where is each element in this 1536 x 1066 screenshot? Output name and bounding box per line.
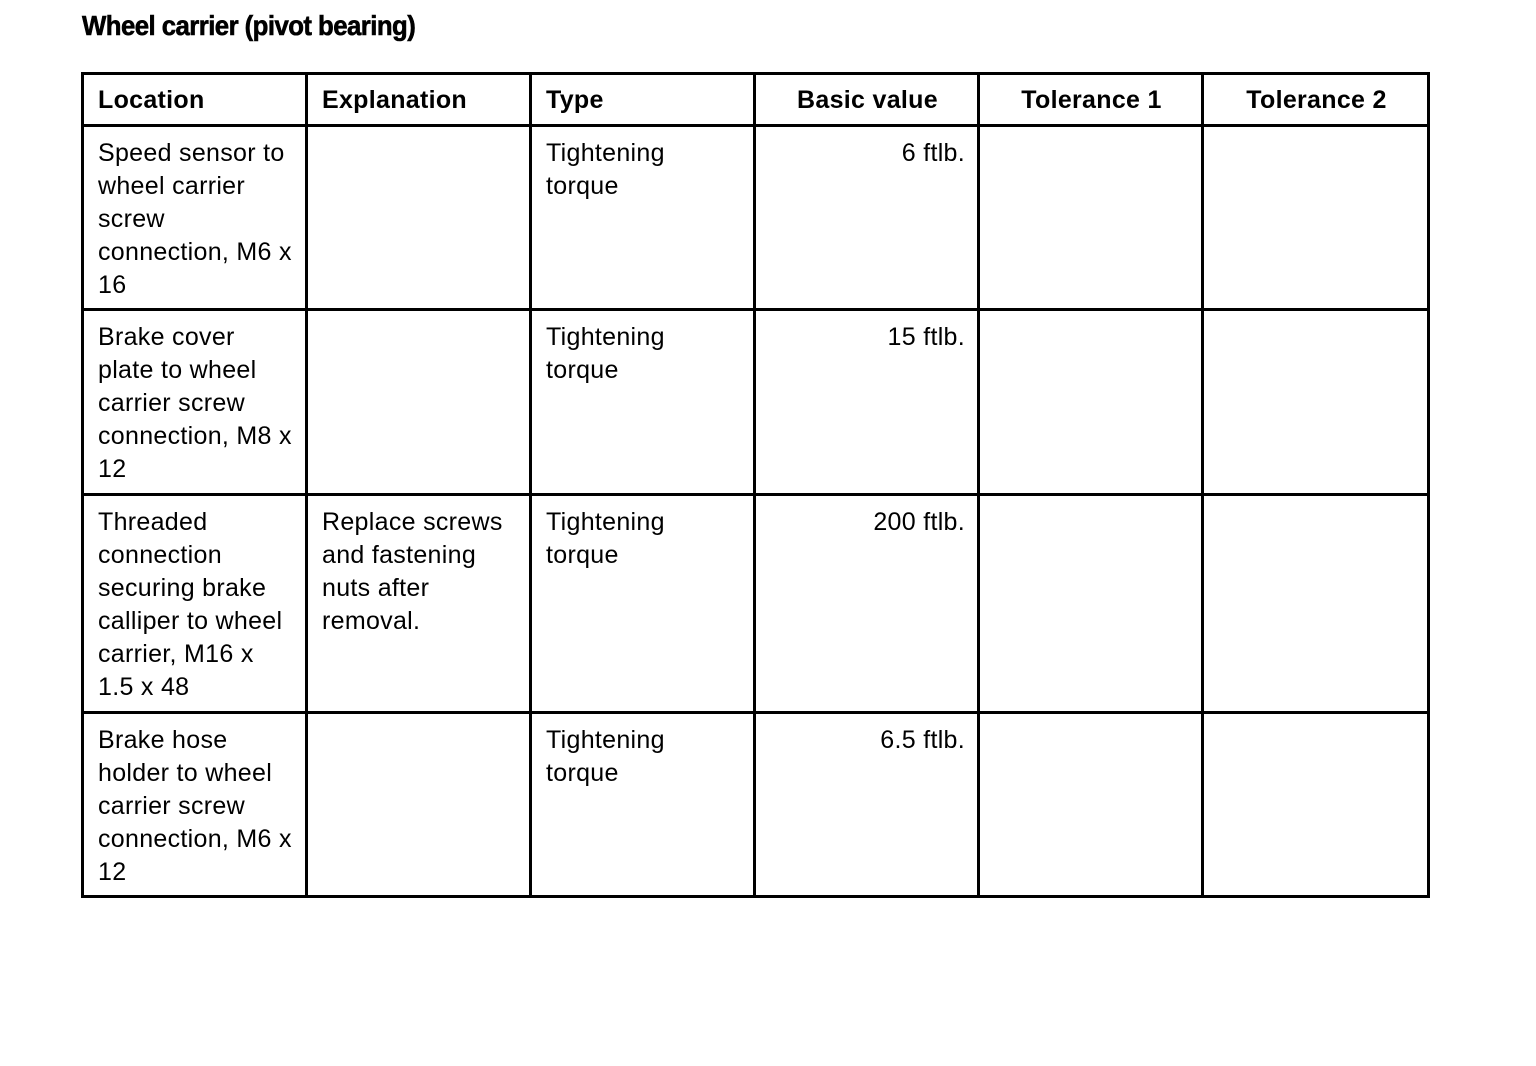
explanation-text: Replace screws and fastening nuts after removal. (322, 508, 503, 635)
location-cell (83, 310, 307, 495)
column-header-basic-value: Basic value (755, 74, 979, 126)
type-cell (531, 310, 755, 495)
type-cell (531, 713, 755, 897)
location-cell (83, 713, 307, 897)
tolerance-1-cell (979, 713, 1203, 897)
basic-value-cell (755, 126, 979, 310)
table-row (83, 310, 1429, 495)
column-header-tolerance-1: Tolerance 1 (979, 74, 1203, 126)
explanation-cell (307, 713, 531, 897)
tolerance-2-cell (1203, 310, 1429, 495)
location-text: Brake hose holder to wheel carrier screw connection, M6 x 12 (98, 726, 292, 886)
basic-value-cell (755, 713, 979, 897)
type-text: Tightening torque (546, 139, 665, 200)
tolerance-1-cell (979, 310, 1203, 495)
type-text: Tightening torque (546, 508, 665, 569)
column-header-type: Type (531, 74, 755, 126)
tolerance-2-cell (1203, 126, 1429, 310)
type-cell (531, 126, 755, 310)
explanation-cell (307, 310, 531, 495)
tolerance-1-cell (979, 495, 1203, 713)
type-text: Tightening torque (546, 726, 665, 787)
location-text: Threaded connection securing brake calliper to wheel carrier, M16 x 1.5 x 48 (98, 508, 283, 701)
basic-value-text: 6.5 ftlb. (880, 726, 965, 754)
tolerance-2-cell (1203, 713, 1429, 897)
table-row (83, 495, 1429, 713)
basic-value-text: 200 ftlb. (873, 508, 965, 536)
explanation-cell (307, 126, 531, 310)
location-text: Brake cover plate to wheel carrier screw connection, M8 x 12 (98, 323, 292, 483)
location-text: Speed sensor to wheel carrier screw connection, M6 x 16 (98, 139, 292, 299)
basic-value-text: 6 ftlb. (901, 139, 965, 167)
table-row (83, 713, 1429, 897)
location-cell (83, 126, 307, 310)
tolerance-1-cell (979, 126, 1203, 310)
basic-value-text: 15 ftlb. (887, 323, 965, 351)
type-cell (531, 495, 755, 713)
tolerance-2-cell (1203, 495, 1429, 713)
torque-spec-table (81, 72, 1430, 898)
type-text: Tightening torque (546, 323, 665, 384)
table-row (83, 126, 1429, 310)
column-header-tolerance-2: Tolerance 2 (1203, 74, 1429, 126)
explanation-cell (307, 495, 531, 713)
basic-value-cell (755, 495, 979, 713)
page-title: Wheel carrier (pivot bearing) (82, 10, 416, 41)
column-header-explanation: Explanation (307, 74, 531, 126)
location-cell (83, 495, 307, 713)
table-header-row (83, 74, 1429, 126)
column-header-location: Location (83, 74, 307, 126)
basic-value-cell (755, 310, 979, 495)
